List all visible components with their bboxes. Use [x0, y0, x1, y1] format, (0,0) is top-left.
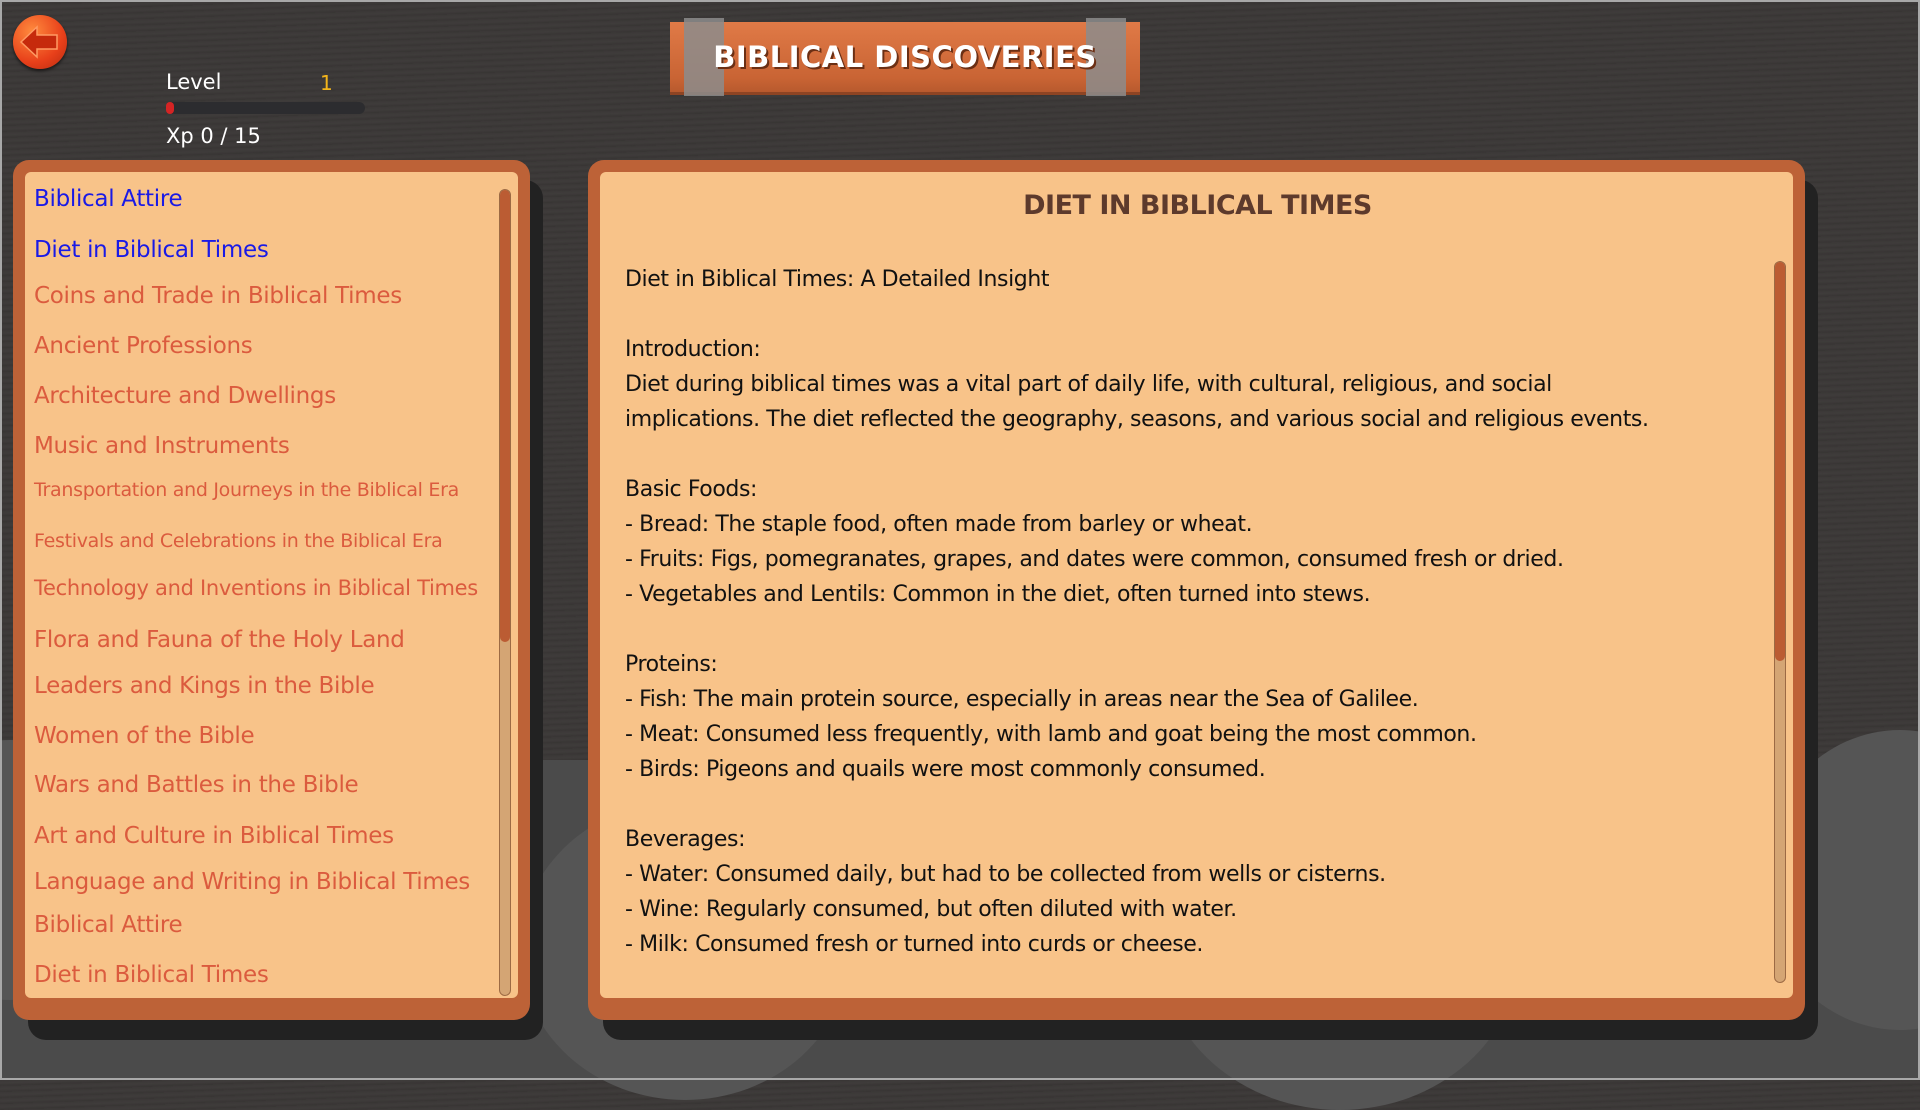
topic-item[interactable]: Music and Instruments	[34, 433, 290, 459]
topic-item[interactable]: Ancient Professions	[34, 333, 253, 359]
detail-line: - Bread: The staple food, often made from barley or wheat.	[625, 512, 1253, 537]
detail-line: - Birds: Pigeons and quails were most commonly consumed.	[625, 757, 1266, 782]
detail-scrollbar[interactable]	[1774, 261, 1786, 983]
topic-item[interactable]: Biblical Attire	[34, 912, 183, 938]
topic-list-scroll-thumb[interactable]	[500, 190, 510, 642]
detail-title: DIET IN BIBLICAL TIMES	[1023, 190, 1372, 221]
detail-line	[625, 787, 1765, 822]
topic-item[interactable]: Art and Culture in Biblical Times	[34, 823, 394, 849]
topic-item[interactable]: Coins and Trade in Biblical Times	[34, 283, 402, 309]
detail-line: - Wine: Regularly consumed, but often diluted with water.	[625, 897, 1237, 922]
detail-line: Beverages:	[625, 827, 746, 852]
detail-line: Diet during biblical times was a vital part of daily life, with cultural, religious, and social	[625, 372, 1552, 397]
topic-item[interactable]: Transportation and Journeys in the Biblical Era	[34, 479, 459, 501]
level-label: Level	[166, 70, 222, 94]
topic-item[interactable]: Technology and Inventions in Biblical Times	[34, 576, 478, 600]
arrow-left-icon	[19, 24, 61, 60]
detail-line: Proteins:	[625, 652, 718, 677]
xp-progress-bar	[166, 102, 365, 114]
topic-item[interactable]: Biblical Attire	[34, 186, 183, 212]
detail-line: - Milk: Consumed fresh or turned into curds or cheese.	[625, 932, 1204, 957]
back-button[interactable]	[13, 15, 67, 69]
detail-line: Introduction:	[625, 337, 761, 362]
detail-line: - Fish: The main protein source, especially in areas near the Sea of Galilee.	[625, 687, 1419, 712]
detail-body	[625, 262, 1765, 962]
detail-line	[625, 612, 1765, 647]
detail-scroll-thumb[interactable]	[1775, 262, 1785, 661]
detail-line: implications. The diet reflected the geography, seasons, and various social and religious events.	[625, 407, 1649, 432]
topic-item[interactable]: Festivals and Celebrations in the Biblical Era	[34, 530, 443, 552]
level-value: 1	[320, 71, 333, 95]
topic-list-scrollbar[interactable]	[499, 189, 511, 996]
page-title: BIBLICAL DISCOVERIES	[713, 40, 1097, 74]
topic-item[interactable]: Leaders and Kings in the Bible	[34, 673, 375, 699]
detail-line: Basic Foods:	[625, 477, 758, 502]
detail-line: - Water: Consumed daily, but had to be collected from wells or cisterns.	[625, 862, 1386, 887]
detail-line: Diet in Biblical Times: A Detailed Insight	[625, 267, 1050, 292]
topic-item[interactable]: Diet in Biblical Times	[34, 962, 269, 988]
topic-item[interactable]: Architecture and Dwellings	[34, 383, 336, 409]
topic-item[interactable]: Flora and Fauna of the Holy Land	[34, 627, 405, 653]
detail-line: - Meat: Consumed less frequently, with lamb and goat being the most common.	[625, 722, 1477, 747]
xp-progress-fill	[166, 102, 174, 114]
xp-text: Xp 0 / 15	[166, 124, 261, 148]
topic-item[interactable]: Women of the Bible	[34, 723, 255, 749]
detail-line	[625, 297, 1765, 332]
detail-line: - Fruits: Figs, pomegranates, grapes, and dates were common, consumed fresh or dried.	[625, 547, 1564, 572]
detail-line: - Vegetables and Lentils: Common in the diet, often turned into stews.	[625, 582, 1371, 607]
topic-item[interactable]: Language and Writing in Biblical Times	[34, 869, 470, 895]
title-banner	[670, 22, 1140, 92]
topic-item-selected[interactable]: Diet in Biblical Times	[34, 237, 269, 263]
detail-line	[625, 437, 1765, 472]
topic-item[interactable]: Wars and Battles in the Bible	[34, 772, 359, 798]
